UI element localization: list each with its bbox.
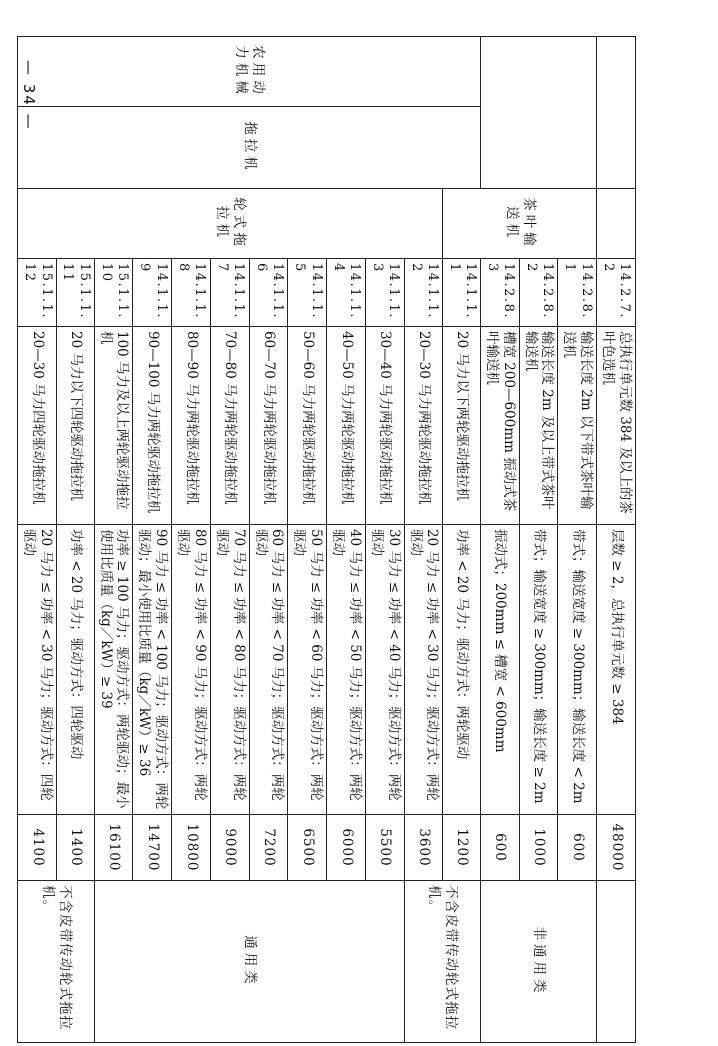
item-spec: 60 马力 ≤ 功率 < 70 马力；驱动方式：两轮驱动: [249, 525, 288, 815]
category-agri-power: 农用动力机械: [18, 37, 481, 107]
item-spec: 带式；输送宽度 ≥ 300mm；输送长度 ≥ 2m: [519, 525, 558, 815]
blank-cell: [597, 37, 636, 189]
item-code: 14.2.8.1: [558, 259, 597, 327]
item-code: 14.1.1.1: [443, 259, 481, 327]
item-spec: 功率 < 20 马力；驱动方式：两轮驱动: [443, 525, 481, 815]
note-exclusion: 不含皮带传动轮式拖拉机。: [18, 881, 94, 1043]
item-name: 70—80 马力两轮驱动拖拉机: [211, 327, 250, 525]
item-code: 14.1.1.2: [404, 259, 443, 327]
item-code: 14.1.1.9: [133, 259, 172, 327]
page-number: — 34 —: [20, 60, 38, 131]
item-spec: 20 马力 ≤ 功率 < 30 马力；驱动方式：两轮驱动: [404, 525, 443, 815]
item-price: 16100: [94, 815, 133, 881]
item-spec: 70 马力 ≤ 功率 < 80 马力；驱动方式：两轮驱动: [211, 525, 250, 815]
item-code: 15.1.1.11: [57, 259, 95, 327]
item-price: 600: [481, 815, 520, 881]
item-code: 15.1.1.12: [18, 259, 57, 327]
item-name: 90—100 马力两轮驱动拖拉机: [133, 327, 172, 525]
item-price: 600: [558, 815, 597, 881]
item-price: 7200: [249, 815, 288, 881]
item-name: 槽宽 200—600mm 振动式茶叶输送机: [481, 327, 520, 525]
item-code: 14.1.1.4: [327, 259, 366, 327]
note-non-general: 非通用类: [481, 881, 597, 1043]
item-name: 20 马力以下两轮驱动拖拉机: [443, 327, 481, 525]
item-price: 1400: [57, 815, 95, 881]
item-code: 14.1.1.6: [249, 259, 288, 327]
item-price: 10800: [172, 815, 211, 881]
item-spec: 80 马力 ≤ 功率 < 90 马力；驱动方式：两轮驱动: [172, 525, 211, 815]
note-cell: [597, 881, 636, 1043]
table-row: [597, 37, 636, 1043]
item-code: 15.1.1.10: [94, 259, 133, 327]
item-name: 输送长度 2m 以下带式茶叶输送机: [558, 327, 597, 525]
category-tea-conveyor: 茶叶输送机: [443, 189, 597, 259]
category-tractor: 拖拉机: [18, 107, 481, 189]
blank-cell: [481, 37, 597, 189]
item-price: 1000: [519, 815, 558, 881]
item-code: 14.1.1.5: [288, 259, 327, 327]
item-spec: 50 马力 ≤ 功率 < 60 马力；驱动方式：两轮驱动: [288, 525, 327, 815]
item-name: 20—30 马力四轮驱动拖拉机: [18, 327, 57, 525]
item-spec: 90 马力 ≤ 功率 < 100 马力；驱动方式：两轮驱动；最小使用比质量（kg／kW）≥ 36: [133, 525, 172, 815]
item-code: 14.1.1.7: [211, 259, 250, 327]
item-spec: 功率 < 20 马力；驱动方式：四轮驱动: [57, 525, 95, 815]
item-code: 14.2.7.2: [597, 259, 636, 327]
item-name: 60—70 马力两轮驱动拖拉机: [249, 327, 288, 525]
item-code: 14.2.8.3: [481, 259, 520, 327]
item-name: 20—30 马力两轮驱动拖拉机: [404, 327, 443, 525]
note-exclusion: 不含皮带传动轮式拖拉机。: [404, 881, 480, 1043]
item-price: 14700: [133, 815, 172, 881]
item-spec: 30 马力 ≤ 功率 < 40 马力；驱动方式：两轮驱动: [366, 525, 405, 815]
item-spec: 振动式；200mm ≤ 槽宽 < 600mm: [481, 525, 520, 815]
item-name: 输送长度 2m 及以上带式茶叶输送机: [519, 327, 558, 525]
item-price: 6500: [288, 815, 327, 881]
item-spec: 20 马力 ≤ 功率 < 30 马力；驱动方式：四轮驱动: [18, 525, 57, 815]
item-spec: 40 马力 ≤ 功率 < 50 马力；驱动方式：两轮驱动: [327, 525, 366, 815]
item-spec: 层数 ≥ 2，总执行单元数 ≥ 384: [597, 525, 636, 815]
item-price: 6000: [327, 815, 366, 881]
item-price: 5500: [366, 815, 405, 881]
category-wheeled-tractor: 轮式拖拉机: [18, 189, 443, 259]
item-name: 总执行单元数 384 及以上的茶叶色选机: [597, 327, 636, 525]
table-row: [443, 37, 481, 1043]
item-code: 14.1.1.8: [172, 259, 211, 327]
item-price: 48000: [597, 815, 636, 881]
subsidy-table: [18, 36, 637, 1043]
item-name: 30—40 马力两轮驱动拖拉机: [366, 327, 405, 525]
item-price: 3600: [404, 815, 443, 881]
note-general: 通用类: [94, 881, 404, 1043]
item-name: 40—50 马力两轮驱动拖拉机: [327, 327, 366, 525]
item-name: 80—90 马力两轮驱动拖拉机: [172, 327, 211, 525]
item-code: 14.2.8.2: [519, 259, 558, 327]
item-spec: 带式；输送宽度 ≥ 300mm；输送长度 < 2m: [558, 525, 597, 815]
item-name: 100 马力及以上两轮驱动拖拉机: [94, 327, 133, 525]
blank-cell: [597, 189, 636, 259]
table-row: [558, 37, 597, 1043]
item-price: 9000: [211, 815, 250, 881]
item-name: 20 马力以下四轮驱动拖拉机: [57, 327, 95, 525]
item-price: 1200: [443, 815, 481, 881]
item-price: 4100: [18, 815, 57, 881]
item-code: 14.1.1.3: [366, 259, 405, 327]
item-spec: 功率 ≥ 100 马力；驱动方式：两轮驱动；最小使用比质量（kg／kW）≥ 39: [94, 525, 133, 815]
item-name: 50—60 马力两轮驱动拖拉机: [288, 327, 327, 525]
